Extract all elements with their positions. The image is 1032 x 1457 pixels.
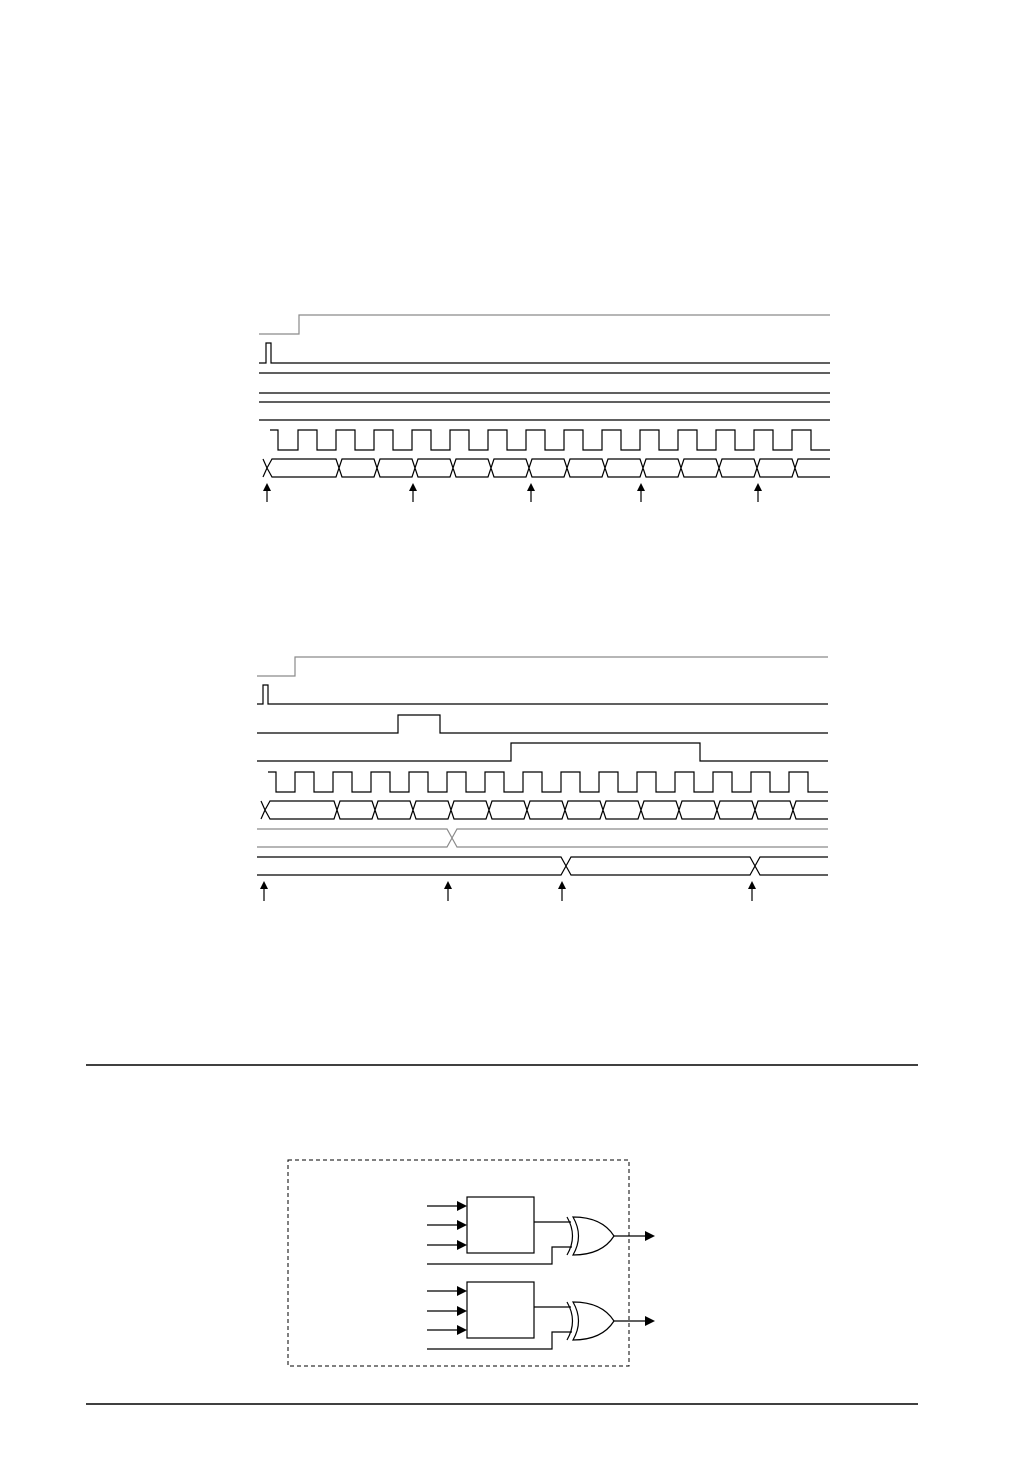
marker-arrow xyxy=(527,483,535,502)
data-bus-waveform xyxy=(263,459,830,477)
timing-diagram-2 xyxy=(257,657,828,901)
output-bus-waveform xyxy=(257,857,828,875)
marker-arrow xyxy=(263,483,271,502)
start-pulse-waveform xyxy=(257,685,828,704)
output-arrow xyxy=(614,1316,655,1326)
enable-waveform xyxy=(257,657,828,676)
start-pulse-waveform xyxy=(259,343,830,363)
input-arrow xyxy=(427,1201,467,1211)
timing-diagram-1 xyxy=(259,315,830,502)
logic-block xyxy=(467,1282,534,1338)
gray-bus-waveform xyxy=(257,829,828,847)
logic-block-diagram xyxy=(288,1160,655,1366)
marker-arrow xyxy=(444,881,452,901)
xor-gate xyxy=(567,1302,614,1340)
marker-arrow xyxy=(637,483,645,502)
marker-arrow xyxy=(409,483,417,502)
logic-channel-lower xyxy=(427,1282,655,1349)
input-arrow xyxy=(427,1325,467,1335)
dashed-boundary xyxy=(288,1160,629,1366)
logic-block xyxy=(467,1197,534,1253)
output-arrow xyxy=(614,1231,655,1241)
input-arrow xyxy=(427,1306,467,1316)
input-arrow xyxy=(427,1240,467,1250)
clock-waveform xyxy=(268,772,828,792)
input-arrow xyxy=(427,1286,467,1296)
marker-arrow xyxy=(260,881,268,901)
long-pulse-waveform xyxy=(257,743,828,761)
input-arrow xyxy=(427,1220,467,1230)
xor-gate xyxy=(567,1217,614,1255)
marker-arrow xyxy=(748,881,756,901)
clock-waveform xyxy=(270,430,830,450)
enable-waveform xyxy=(259,315,830,334)
logic-channel-upper xyxy=(427,1197,655,1264)
short-pulse-waveform xyxy=(257,715,828,733)
data-bus-waveform xyxy=(261,801,828,819)
marker-arrow xyxy=(558,881,566,901)
marker-arrow xyxy=(754,483,762,502)
